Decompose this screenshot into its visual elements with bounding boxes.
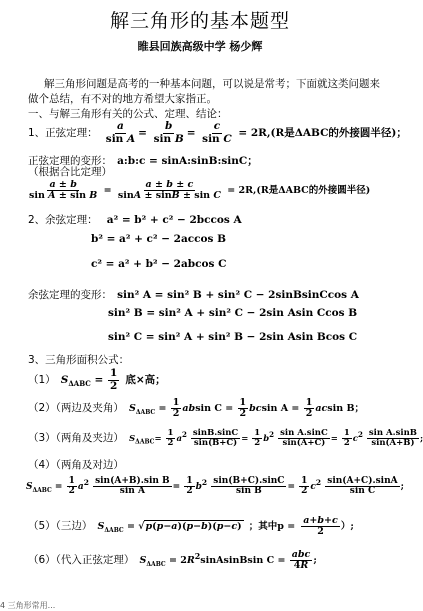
ratio-formula-line: $\frac{a \pm b}{\text{sin A ± sin B}}$ = $\frac{a \pm b \pm c}{\text{sinA ± sinB ± sin C}}$ = 2R,(R是ΔABC的外接圆半径) xyxy=(29,179,371,201)
cosine-variant-label: 余弦定理的变形： xyxy=(28,289,112,301)
ratio-note-tail: = 2R,(R是ΔABC的外接圆半径) xyxy=(227,185,371,196)
intro-line-1: 解三角形问题是高考的一种基本问题，可以说是常考；下面就这类问题来 xyxy=(44,78,380,90)
sine-law-line: 1、正弦定理： $\frac{a}{\text{sin A}}$ = $\frac{b}{\text{sin B}}$ = $\frac{c}{\text{sin C}}$ = 2R,(R是ΔABC的外接圆半径)； xyxy=(28,120,407,145)
area-formula-6: （6）（代入正弦定理） $S_{\Delta ABC}$ = $2R^2sinAsinBsin$ C = abc 4R ; xyxy=(28,549,317,571)
area5-mid: ；其中p = xyxy=(248,521,296,532)
area-formula-5: （5）（三边） $S_{\Delta ABC} = √p(p-a)(p-b)(p-c)$ ；其中p = $\frac{a+b+c}{2}$ ）; xyxy=(28,515,354,537)
cosine-variant-b: sin² B = sin² A + sin² C − 2sin Asin Ccos B xyxy=(108,307,358,319)
sine-variant-formula: a:b:c = sinA:sinB:sinC； xyxy=(117,155,258,167)
author-line: 睢县回族高级中学 杨少辉 xyxy=(137,40,263,53)
section-heading-1: 一、与解三角形有关的公式、定理、结论： xyxy=(28,108,228,120)
cosine-law-label: 2、余弦定理： xyxy=(28,214,98,226)
area4-label: （4）（两角及对边） xyxy=(28,459,124,471)
area-formula-4: $S_{\Delta ABC}$ = $\frac{1}{2}$ $a^2$ $\frac{\text{sin(A+B).sin B}}{\text{sin A}}$ = $\frac{1}{2}$ $b^2$ $\frac{\sin(B+C).\sin C}{\text{sin B}}$ = $\frac{1}{2}$ $c^2$ $\frac{\sin(A+C).\sin A}{\text{sin C}}$ ; xyxy=(26,475,404,496)
cosine-law-line xyxy=(28,208,242,227)
area1-label: （1） xyxy=(28,374,56,386)
cosine-formula-a: a² = b² + c² − 2bccos A xyxy=(106,214,242,226)
area5-label: （5）（三边） xyxy=(28,520,93,532)
area-formula-2: （2）（两边及夹角） $S_{\Delta ABC}$ = $\frac{1}{2}$ absin C = $\frac{1}{2}$ bcsin A = $\frac{1}{2}$ acsin B； xyxy=(28,397,364,419)
page-footer-cut: 4 三角形常用... xyxy=(0,601,56,610)
area6-label: （6）（代入正弦定理） xyxy=(28,554,135,566)
page-title: 解三角形的基本题型 xyxy=(109,10,290,32)
ratio-note: （根据合比定理） xyxy=(28,166,112,178)
cosine-variant-a: sin² A = sin² B + sin² C − 2sinBsinCcos A xyxy=(117,289,359,301)
cosine-formula-c: c² = a² + b² − 2abcos C xyxy=(91,258,227,270)
intro-line-2: 做个总结，有不对的地方希望大家指正。 xyxy=(28,93,217,105)
area-formula-3: （3）（两角及夹边） $S_{\Delta ABC}=$ $\frac{1}{2}$ $a^2$ $\frac{\sin B.\sin C}{\sin(B+C)}$ = $\frac{1}{2}$ $b^2$ $\frac{\text{sin A.sinC}}{\sin(A+C)}$ = $\frac{1}{2}$ $c^2$ $\frac{\text{sin A.sinB}}{\sin(A+B)}$ ; xyxy=(28,428,423,448)
area1-tail: 底×高； xyxy=(125,374,166,386)
sine-law-label: 1、正弦定理： xyxy=(28,127,98,139)
area2-label: （2）（两边及夹角） xyxy=(28,402,124,414)
area-formula-1: （1） $S_{\Delta ABC}$ = $\frac{1}{2}$ 底×高； xyxy=(28,367,166,392)
area-heading: 3、三角形面积公式： xyxy=(28,354,130,366)
cosine-variant-line xyxy=(28,283,359,302)
sine-variant-label: 正弦定理的变形： xyxy=(28,155,112,167)
cosine-variant-c: sin² C = sin² A + sin² B − 2sin Asin Bcos C xyxy=(108,331,358,343)
area3-label: （3）（两角及夹边） xyxy=(28,432,124,444)
cosine-formula-b: b² = a² + c² − 2accos B xyxy=(91,233,227,245)
sine-law-note: = 2R,(R是ΔABC的外接圆半径)； xyxy=(238,127,407,139)
